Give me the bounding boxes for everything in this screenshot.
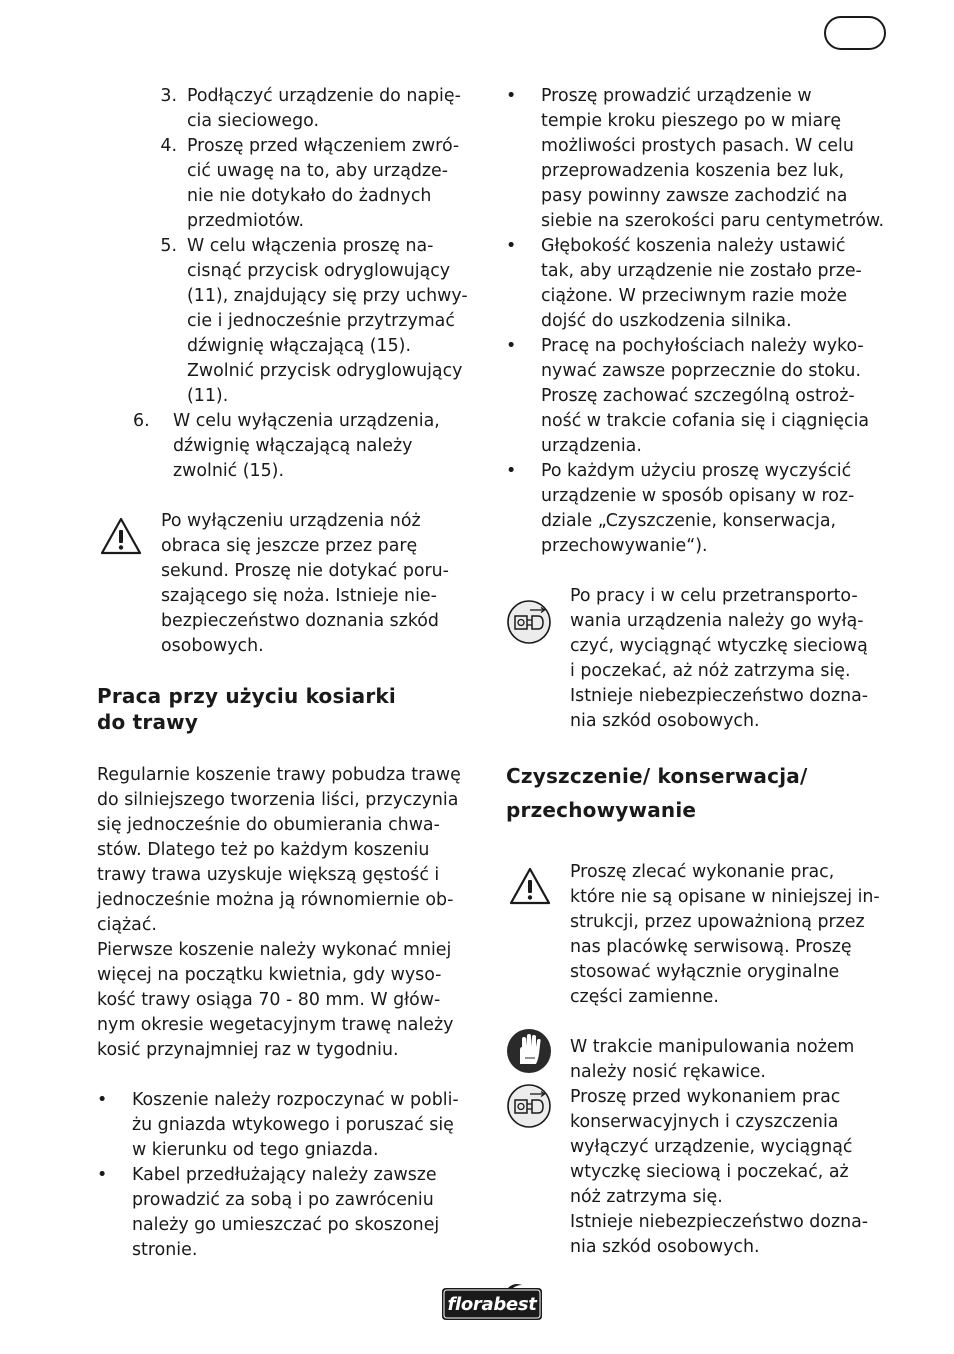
text-line: do trawy bbox=[97, 710, 199, 734]
text-line: należy nosić rękawice. bbox=[570, 1062, 766, 1082]
text-line: strukcji, przez upoważnioną przez bbox=[570, 912, 865, 932]
paragraph-mowing-1 bbox=[97, 763, 479, 938]
left-column bbox=[97, 84, 479, 1263]
text-line: nia szkód osobowych. bbox=[570, 1237, 760, 1257]
text-line: ność w trakcie cofania się i ciągnięcia bbox=[541, 411, 870, 431]
text-line: sekund. Proszę nie dotykać poru- bbox=[161, 561, 449, 581]
text-line: Po pracy i w celu przetransporto- bbox=[570, 586, 858, 606]
text-line: zwolnić (15). bbox=[173, 461, 284, 481]
text-line: dziale „Czyszczenie, konserwacja, bbox=[541, 511, 837, 531]
text-line: kosić przynajmniej raz w tygodniu. bbox=[97, 1040, 399, 1060]
bullet-text bbox=[541, 234, 892, 334]
gloves-icon bbox=[506, 1035, 570, 1085]
text-line: Istnieje niebezpieczeństwo dozna- bbox=[570, 686, 869, 706]
bullet-item bbox=[97, 1088, 479, 1163]
unplug-note-text bbox=[570, 584, 892, 734]
warning-note-2 bbox=[506, 860, 892, 1010]
text-line: Kabel przedłużający należy zawsze bbox=[132, 1165, 437, 1185]
text-line: dźwignię włączającą (15). bbox=[187, 336, 411, 356]
text-line: W celu wyłączenia urządzenia, bbox=[173, 411, 440, 431]
text-line: nóż zatrzyma się. bbox=[570, 1187, 723, 1207]
text-line: trawy trawa uzyskuje większą gęstość i bbox=[97, 865, 440, 885]
text-line: W celu włączenia proszę na- bbox=[187, 236, 434, 256]
text-line: przedmiotów. bbox=[187, 211, 305, 231]
text-line: części zamienne. bbox=[570, 987, 719, 1007]
bullet-text bbox=[132, 1088, 479, 1163]
unplug-note-2-text bbox=[570, 1085, 892, 1260]
right-column bbox=[506, 84, 892, 1260]
bullet-item bbox=[97, 1163, 479, 1263]
bullet-list-left bbox=[97, 1088, 479, 1263]
text-line: do silniejszego tworzenia liści, przyczynia bbox=[97, 790, 459, 810]
text-line: tak, aby urządzenie nie zostało prze- bbox=[541, 261, 862, 281]
text-line: Koszenie należy rozpoczynać w pobli- bbox=[132, 1090, 459, 1110]
bullet-dot-icon: • bbox=[506, 336, 517, 356]
gloves-note bbox=[506, 1035, 892, 1085]
text-line: nie nie dotykało do żadnych bbox=[187, 186, 432, 206]
text-line: Pracę na pochyłościach należy wyko- bbox=[541, 336, 864, 356]
bullet-dot-icon: • bbox=[506, 461, 517, 481]
text-line: kość trawy osiąga 70 - 80 mm. W głów- bbox=[97, 990, 441, 1010]
text-line: szającego się noża. Istnieje nie- bbox=[161, 586, 437, 606]
text-line: Po każdym użyciu proszę wyczyścić bbox=[541, 461, 852, 481]
text-line: siebie na szerokości paru centymetrów. bbox=[541, 211, 885, 231]
warning-triangle-icon bbox=[97, 509, 161, 659]
text-line: i poczekać, aż nóż zatrzyma się. bbox=[570, 661, 851, 681]
text-line: Regularnie koszenie trawy pobudza trawę bbox=[97, 765, 461, 785]
text-line: Proszę przed wykonaniem prac bbox=[570, 1087, 841, 1107]
step-text bbox=[173, 409, 479, 484]
text-line: Po wyłączeniu urządzenia nóż bbox=[161, 511, 421, 531]
bullet-text bbox=[541, 459, 892, 559]
step-number: 3. bbox=[160, 86, 177, 106]
text-line: konserwacyjnych i czyszczenia bbox=[570, 1112, 839, 1132]
text-line: cia sieciowego. bbox=[187, 111, 320, 131]
step-text bbox=[187, 234, 479, 409]
step-item bbox=[147, 234, 479, 409]
bullet-item bbox=[506, 459, 892, 559]
text-line: cisnąć przycisk odryglowujący bbox=[187, 261, 451, 281]
text-line: przechowywanie“). bbox=[541, 536, 708, 556]
gloves-note-text bbox=[570, 1035, 892, 1085]
unplug-icon bbox=[506, 584, 570, 734]
text-line: cie i jednocześnie przytrzymać bbox=[187, 311, 455, 331]
text-line: Proszę zachować szczególną ostroż- bbox=[541, 386, 855, 406]
text-line: Istnieje niebezpieczeństwo dozna- bbox=[570, 1212, 869, 1232]
text-line: Pierwsze koszenie należy wykonać mniej bbox=[97, 940, 452, 960]
text-line: W trakcie manipulowania nożem bbox=[570, 1037, 855, 1057]
steps-list bbox=[133, 84, 479, 484]
brand-name: florabest bbox=[447, 1294, 537, 1315]
text-line: stów. Dlatego też po każdym koszeniu bbox=[97, 840, 430, 860]
text-line: Proszę zlecać wykonanie prac, bbox=[570, 862, 835, 882]
text-line: w kierunku od tego gniazda. bbox=[132, 1140, 379, 1160]
language-badge bbox=[824, 16, 886, 50]
text-line: cić uwagę na to, aby urządze- bbox=[187, 161, 448, 181]
text-line: stosować wyłącznie oryginalne bbox=[570, 962, 840, 982]
text-line: więcej na początku kwietnia, gdy wyso- bbox=[97, 965, 442, 985]
step-number: 5. bbox=[160, 236, 177, 256]
text-line: pasy powinny zawsze zachodzić na bbox=[541, 186, 848, 206]
bullet-list-right bbox=[506, 84, 892, 559]
text-line: przeprowadzenia koszenia bez luk, bbox=[541, 161, 845, 181]
text-line: tempie kroku pieszego po w miarę bbox=[541, 111, 842, 131]
bullet-dot-icon: • bbox=[97, 1165, 108, 1185]
step-item bbox=[147, 84, 479, 134]
text-line: ciążać. bbox=[97, 915, 157, 935]
step-text bbox=[187, 84, 479, 134]
text-line: Podłączyć urządzenie do napię- bbox=[187, 86, 461, 106]
paragraph-mowing-2 bbox=[97, 938, 479, 1063]
text-line: przechowywanie bbox=[506, 798, 697, 822]
text-line: które nie są opisane w niniejszej in- bbox=[570, 887, 880, 907]
text-line: bezpieczeństwo doznania szkód bbox=[161, 611, 439, 631]
text-line: wyłączyć urządzenie, wyciągnąć bbox=[570, 1137, 853, 1157]
bullet-item bbox=[506, 84, 892, 234]
unplug-icon bbox=[506, 1085, 570, 1260]
section-heading-mowing bbox=[97, 683, 479, 735]
text-line: (11). bbox=[187, 386, 229, 406]
step-item bbox=[147, 134, 479, 234]
text-line: wtyczkę sieciową i poczekać, aż bbox=[570, 1162, 849, 1182]
warning-triangle-icon bbox=[506, 860, 570, 1010]
text-line: obraca się jeszcze przez parę bbox=[161, 536, 418, 556]
step-text bbox=[187, 134, 479, 234]
text-line: Czyszczenie/ konserwacja/ bbox=[506, 764, 808, 788]
text-line: możliwości prostych pasach. W celu bbox=[541, 136, 854, 156]
text-line: ciążone. W przeciwnym razie może bbox=[541, 286, 848, 306]
step-number: 4. bbox=[160, 136, 177, 156]
text-line: Proszę prowadzić urządzenie w bbox=[541, 86, 812, 106]
warning-note-1 bbox=[97, 509, 479, 659]
text-line: prowadzić za sobą i po zawróceniu bbox=[132, 1190, 434, 1210]
bullet-dot-icon: • bbox=[506, 236, 517, 256]
text-line: nywać zawsze poprzecznie do stoku. bbox=[541, 361, 861, 381]
text-line: nas placówkę serwisową. Proszę bbox=[570, 937, 852, 957]
text-line: nia szkód osobowych. bbox=[570, 711, 760, 731]
bullet-dot-icon: • bbox=[506, 86, 517, 106]
text-line: Praca przy użyciu kosiarki bbox=[97, 684, 396, 708]
text-line: dźwignię włączającą należy bbox=[173, 436, 413, 456]
text-line: (11), znajdujący się przy uchwy- bbox=[187, 286, 468, 306]
text-line: jednocześnie można ją równomiernie ob- bbox=[97, 890, 454, 910]
text-line: osobowych. bbox=[161, 636, 264, 656]
text-line: dojść do uszkodzenia silnika. bbox=[541, 311, 792, 331]
bullet-dot-icon: • bbox=[97, 1090, 108, 1110]
text-line: czyć, wyciągnąć wtyczkę sieciową bbox=[570, 636, 868, 656]
bullet-text bbox=[541, 84, 892, 234]
text-line: należy go umieszczać po skoszonej bbox=[132, 1215, 440, 1235]
text-line: urządzenie w sposób opisany w roz- bbox=[541, 486, 855, 506]
florabest-logo bbox=[438, 1284, 546, 1324]
unplug-note-2 bbox=[506, 1085, 892, 1260]
text-line: nym okresie wegetacyjnym trawę należy bbox=[97, 1015, 454, 1035]
warning-text-1 bbox=[161, 509, 479, 659]
text-line: stronie. bbox=[132, 1240, 198, 1260]
bullet-text bbox=[132, 1163, 479, 1263]
step-item bbox=[133, 409, 479, 484]
section-heading-cleaning bbox=[506, 759, 892, 827]
text-line: się jednocześnie do obumierania chwa- bbox=[97, 815, 440, 835]
text-line: żu gniazda wtykowego i poruszać się bbox=[132, 1115, 454, 1135]
text-line: Proszę przed włączeniem zwró- bbox=[187, 136, 460, 156]
text-line: Zwolnić przycisk odryglowujący bbox=[187, 361, 463, 381]
step-number: 6. bbox=[133, 411, 150, 431]
text-line: Głębokość koszenia należy ustawić bbox=[541, 236, 846, 256]
text-line: urządzenia. bbox=[541, 436, 642, 456]
bullet-item bbox=[506, 234, 892, 334]
bullet-text bbox=[541, 334, 892, 459]
text-line: wania urządzenia należy go wyłą- bbox=[570, 611, 864, 631]
warning-text-2 bbox=[570, 860, 892, 1010]
bullet-item bbox=[506, 334, 892, 459]
unplug-note bbox=[506, 584, 892, 734]
